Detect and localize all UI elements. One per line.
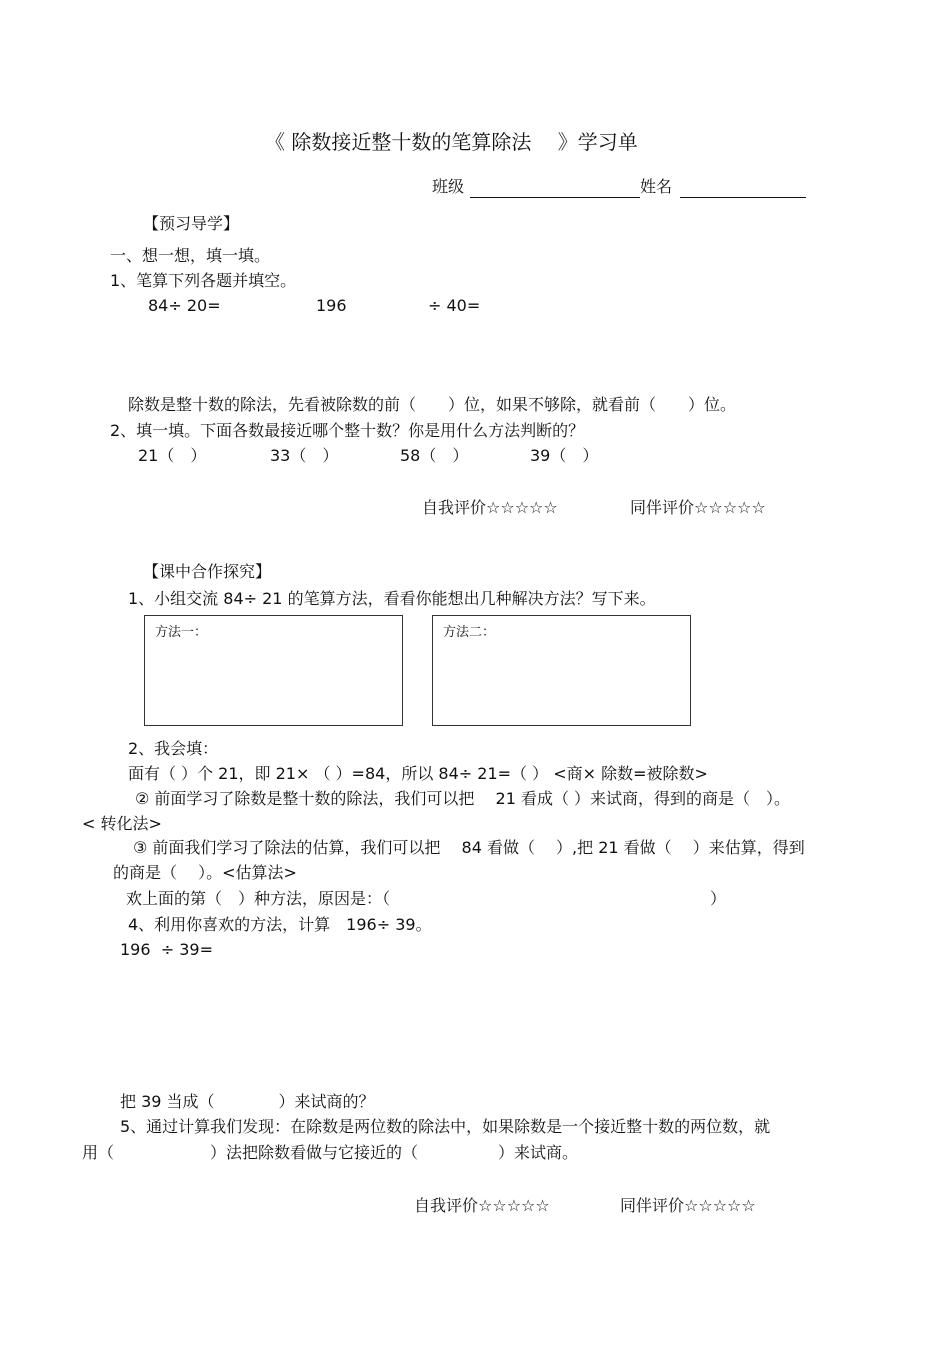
question-1: 1、笔算下列各题并填空。 [110, 271, 297, 290]
class-label: 班级 [432, 177, 465, 196]
peer-evaluation-2: 同伴评价☆☆☆☆☆ [620, 1196, 756, 1215]
number-39: 39（ ） [530, 446, 599, 465]
explore-question-2: 2、我会填： [128, 739, 219, 758]
fill-line-8: 用（ ）法把除数看做与它接近的（ ）来试商。 [82, 1143, 579, 1162]
name-blank[interactable] [680, 176, 806, 198]
preview-heading: 【预习导学】 [143, 214, 240, 233]
calc-expression: 196 ÷ 39= [120, 940, 213, 959]
fill-line-7: 把 39 当成（ ）来试商的？ [120, 1092, 375, 1111]
fill-line-5: 的商是（ ）。<估算法> [113, 863, 297, 882]
peer-evaluation: 同伴评价☆☆☆☆☆ [630, 498, 766, 517]
self-evaluation: 自我评价☆☆☆☆☆ [422, 498, 558, 517]
method-two-box[interactable] [432, 615, 691, 726]
method-two-label: 方法二： [443, 625, 496, 640]
fill-line-4: ③ 前面我们学习了除法的估算，我们可以把 84 看做（ ）,把 21 看做（ ）来估算，得到 [133, 838, 805, 857]
method-one-box[interactable] [144, 615, 403, 726]
explore-question-1: 1、小组交流 84÷ 21 的笔算方法，看看你能想出几种解决方法？写下来。 [128, 589, 656, 608]
explore-question-5: 5、通过计算我们发现：在除数是两位数的除法中，如果除数是一个接近整十数的两位数，就 [120, 1117, 771, 1136]
part-one-heading: 一、想一想，填一填。 [110, 246, 271, 265]
explore-heading: 【课中合作探究】 [143, 562, 272, 581]
explore-question-4: 4、利用你喜欢的方法，计算 196÷ 39。 [128, 915, 432, 934]
name-label: 姓名 [640, 177, 673, 196]
expression-div-40: ÷ 40= [428, 296, 481, 315]
expression-196: 196 [316, 296, 347, 315]
fill-text-rule: 除数是整十数的除法，先看被除数的前（ ）位，如果不够除，就看前（ ）位。 [128, 395, 737, 414]
number-21: 21（ ） [138, 446, 207, 465]
number-58: 58（ ） [400, 446, 469, 465]
fill-line-2: ② 前面学习了除数是整十数的除法，我们可以把 21 看成（ ）来试商，得到的商是（ ）。 [135, 789, 791, 808]
fill-line-6: 欢上面的第（ ）种方法，原因是：（ ） [126, 889, 727, 908]
number-33: 33（ ） [270, 446, 339, 465]
question-2: 2、填一填。下面各数最接近哪个整十数？你是用什么方法判断的？ [110, 421, 585, 440]
class-blank[interactable] [470, 176, 640, 198]
fill-line-1: 面有（ ）个 21，即 21× （ ）=84，所以 84÷ 21=（ ） <商× 除数=被除数> [128, 764, 708, 783]
page-title: 《 除数接近整十数的笔算除法 》学习单 [265, 130, 638, 154]
fill-line-3: < 转化法> [82, 814, 162, 833]
method-one-label: 方法一： [155, 625, 208, 640]
expression-84-div-20: 84÷ 20= [148, 296, 221, 315]
self-evaluation-2: 自我评价☆☆☆☆☆ [414, 1196, 550, 1215]
